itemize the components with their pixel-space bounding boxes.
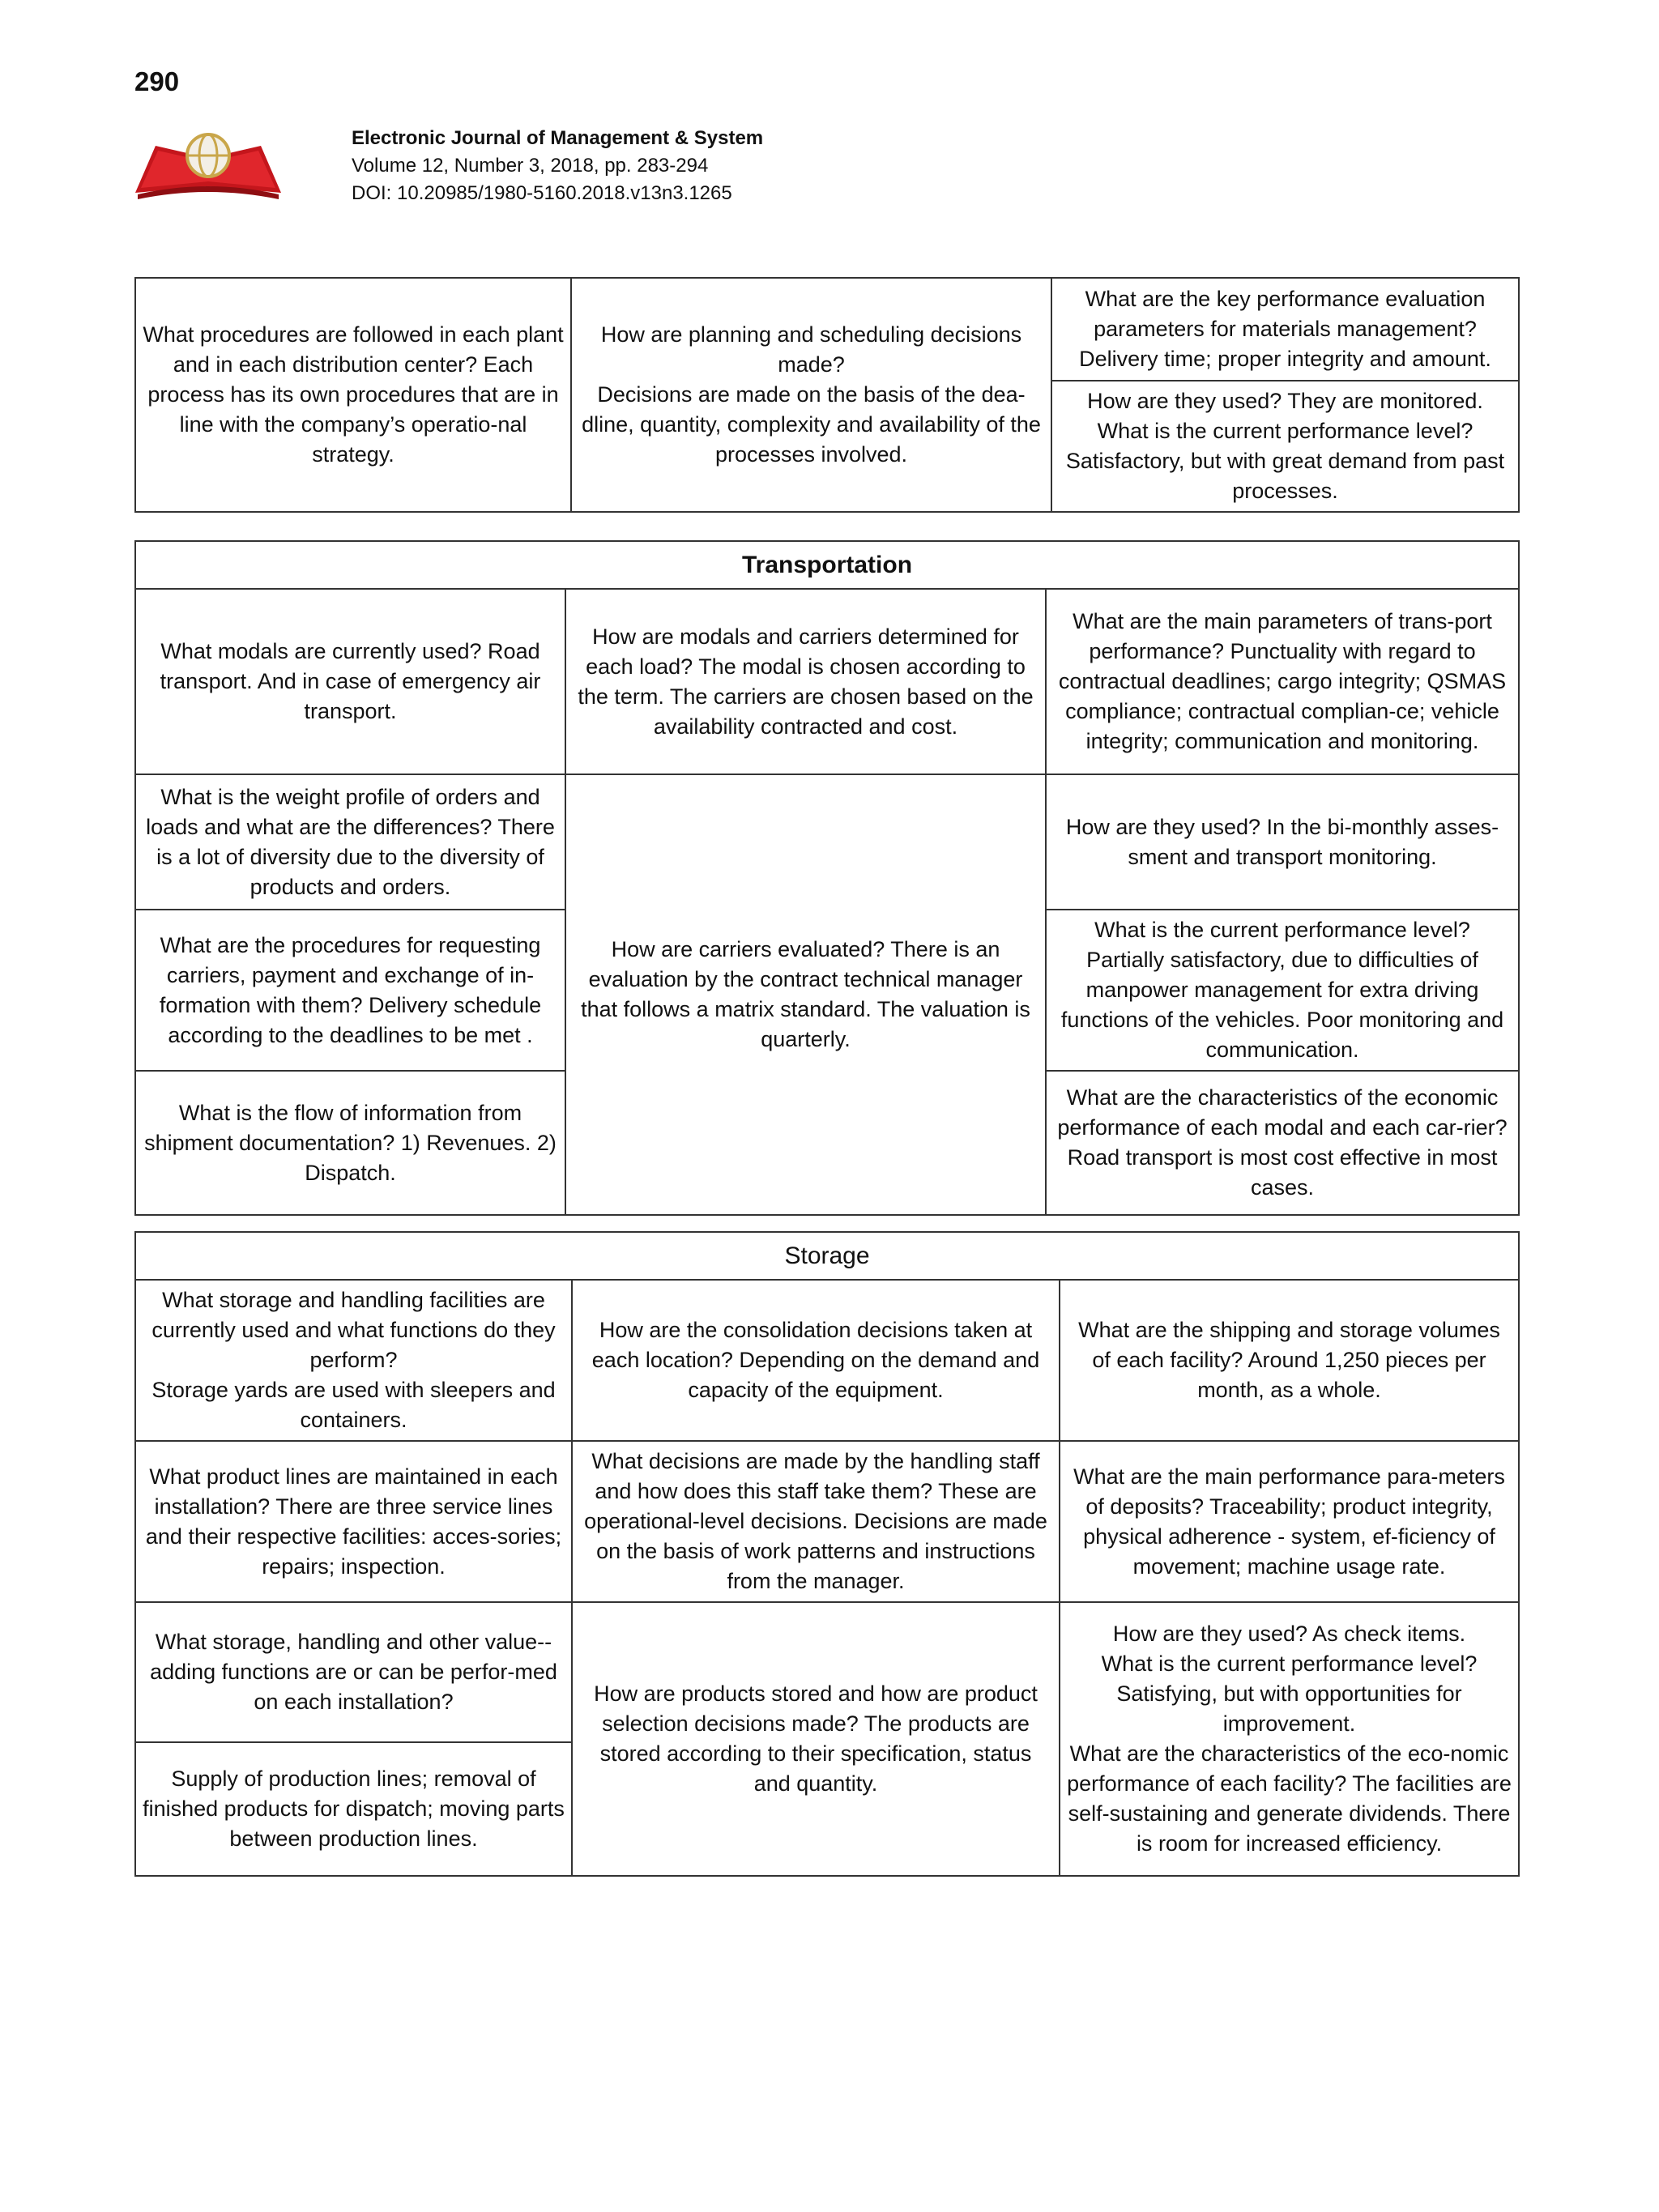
table-cell: How are carriers evaluated? There is an evaluation by the contract technical manager that follows a matrix standard. The valuation is quarterly. bbox=[565, 774, 1046, 1215]
table-cell: How are planning and scheduling decisions made? Decisions are made on the basis of the dea-dline, quantity, complexity and availability of the processes involved. bbox=[571, 278, 1051, 512]
journal-info bbox=[352, 125, 763, 207]
table-cell: How are they used? They are monitored. What is the current performance level? Satisfactory, but with great demand from past processes. bbox=[1051, 381, 1519, 512]
table-cell: What are the shipping and storage volumes of each facility? Around 1,250 pieces per month, as a whole. bbox=[1060, 1280, 1519, 1441]
table-cell: What procedures are followed in each plant and in each distribution center? Each process has its own procedures that are in line with the company’s operatio-nal strategy. bbox=[135, 278, 571, 512]
journal-logo-icon bbox=[131, 121, 285, 202]
materials-table bbox=[134, 277, 1520, 513]
table-cell: What are the characteristics of the economic performance of each modal and each car-rier? Road transport is most cost effective in most cases. bbox=[1046, 1071, 1519, 1215]
table-cell: What is the flow of information from shipment documentation? 1) Revenues. 2) Dispatch. bbox=[135, 1071, 565, 1215]
journal-doi: DOI: 10.20985/1980-5160.2018.v13n3.1265 bbox=[352, 182, 732, 204]
journal-volume: Volume 12, Number 3, 2018, pp. 283-294 bbox=[352, 155, 709, 177]
table-cell: What is the weight profile of orders and loads and what are the differences? There is a lot of diversity due to the diversity of products and orders. bbox=[135, 774, 565, 910]
page-number: 290 bbox=[134, 66, 180, 96]
table-cell: How are they used? As check items. What is the current performance level? Satisfying, but with opportunities for improvement. What are the characteristics of the eco-nomic performance of each facility? The facilities are self-sustaining and generate dividends. There is room for increased efficiency. bbox=[1060, 1602, 1519, 1876]
table-cell: How are they used? In the bi-monthly asses-sment and transport monitoring. bbox=[1046, 774, 1519, 910]
table-cell: What are the key performance evaluation parameters for materials management? Delivery time; proper integrity and amount. bbox=[1051, 278, 1519, 381]
table-cell: How are modals and carriers determined for each load? The modal is chosen according to the term. The carriers are chosen based on the availability contracted and cost. bbox=[565, 589, 1046, 774]
table-cell: What modals are currently used? Road transport. And in case of emergency air transport. bbox=[135, 589, 565, 774]
transportation-table bbox=[134, 540, 1520, 1216]
table-cell: What decisions are made by the handling staff and how does this staff take them? These are operational-level decisions. Decisions are made on the basis of work patterns and instructions from the manager. bbox=[572, 1441, 1060, 1602]
table-cell: What are the procedures for requesting carriers, payment and exchange of in-formation with them? Delivery schedule according to the deadlines to be met . bbox=[135, 910, 565, 1071]
section-title: Storage bbox=[135, 1232, 1519, 1280]
section-title: Transportation bbox=[135, 541, 1519, 589]
table-cell: Supply of production lines; removal of finished products for dispatch; moving parts between production lines. bbox=[135, 1742, 572, 1876]
table-cell: What are the main performance para-meters of deposits? Traceability; product integrity, physical adherence - system, ef-ficiency of movement; machine usage rate. bbox=[1060, 1441, 1519, 1602]
storage-table bbox=[134, 1231, 1520, 1877]
journal-title: Electronic Journal of Management & System bbox=[352, 127, 764, 149]
table-cell: What storage, handling and other value--adding functions are or can be perfor-med on each installation? bbox=[135, 1602, 572, 1742]
table-cell: How are the consolidation decisions taken at each location? Depending on the demand and capacity of the equipment. bbox=[572, 1280, 1060, 1441]
table-cell: What storage and handling facilities are currently used and what functions do they perform? Storage yards are used with sleepers and containers. bbox=[135, 1280, 572, 1441]
table-cell: How are products stored and how are product selection decisions made? The products are stored according to their specification, status and quantity. bbox=[572, 1602, 1060, 1876]
table-cell: What are the main parameters of trans-port performance? Punctuality with regard to contractual deadlines; cargo integrity; QSMAS compliance; contractual complian-ce; vehicle integrity; communication and monitoring. bbox=[1046, 589, 1519, 774]
table-cell: What product lines are maintained in each installation? There are three service lines and their respective facilities: acces-sories; repairs; inspection. bbox=[135, 1441, 572, 1602]
table-cell: What is the current performance level? Partially satisfactory, due to difficulties of manpower management for extra driving functions of the vehicles. Poor monitoring and communication. bbox=[1046, 910, 1519, 1071]
